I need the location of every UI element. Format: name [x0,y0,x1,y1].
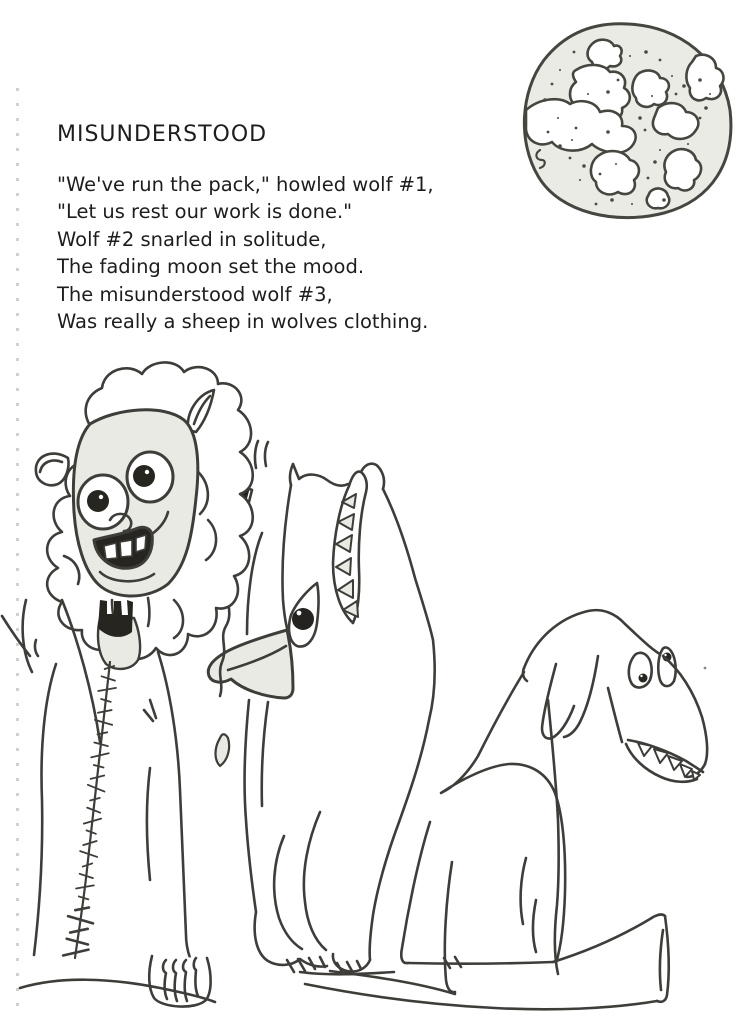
howling-wolf-back [370,489,435,960]
poem-line-3: Wolf #2 snarled in solitude, [57,227,327,251]
howling-wolf-eye [289,583,319,647]
howling-wolf-crown [290,464,348,486]
poem-line-2: "Let us rest our work is done." [57,200,353,224]
sheep-stitch-ticks [63,666,116,956]
sad-wolf-back [441,672,565,963]
poem-title: MISUNDERSTOOD [57,122,268,147]
sad-wolf-drawing [305,610,707,1009]
sad-wolf-teeth [638,743,700,780]
sheep-wolf-drawing [2,362,253,1006]
moon-illustration [524,24,731,218]
sheep-foot [149,956,210,1007]
sad-wolf-tail [305,915,669,1010]
sad-wolf-eyes [629,647,676,687]
poem-line-6: Was really a sheep in wolves clothing. [57,310,429,334]
poem-line-1: "We've run the pack," howled wolf #1, [57,173,434,196]
poem-line-5: The misunderstood wolf #3, [57,282,333,306]
sad-wolf-ear [542,664,574,739]
poem-line-4: The fading moon set the mood. [57,255,365,279]
sheep-collar-clasp [98,600,133,637]
